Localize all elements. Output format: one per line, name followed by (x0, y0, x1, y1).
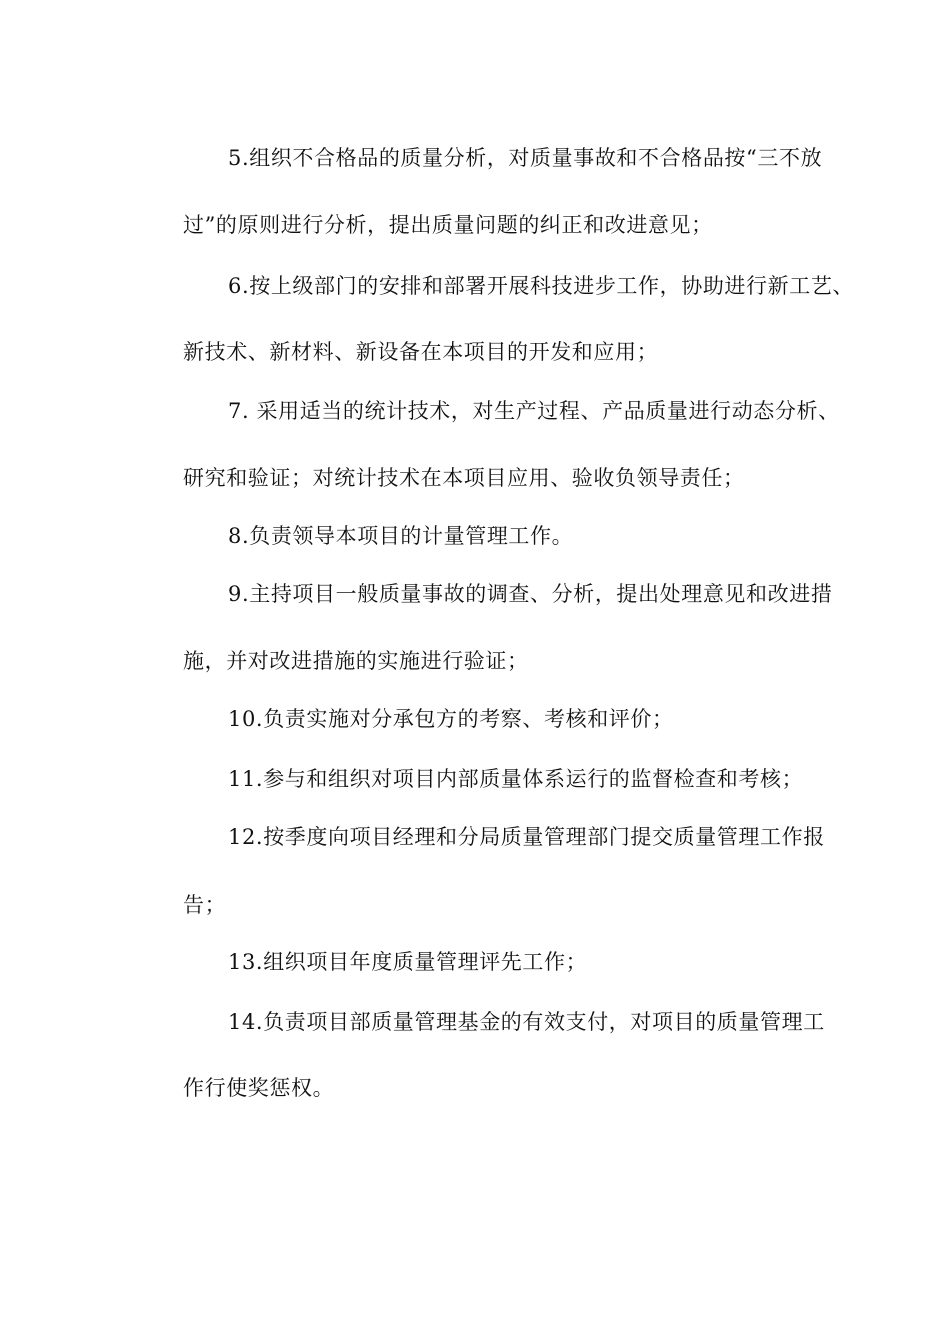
item-7-line-1: 7. 采用适当的统计技术，对生产过程、产品质量进行动态分析、 (228, 399, 840, 423)
item-8-line-1: 8.负责领导本项目的计量管理工作。 (228, 524, 574, 548)
item-11-line-1: 11.参与和组织对项目内部质量体系运行的监督检查和考核； (228, 767, 804, 791)
item-12-line-1: 12.按季度向项目经理和分局质量管理部门提交质量管理工作报 (228, 825, 825, 849)
item-13-line-1: 13.组织项目年度质量管理评先工作； (228, 950, 588, 974)
item-6-line-2: 新技术、新材料、新设备在本项目的开发和应用； (183, 340, 659, 364)
item-5-line-1: 5.组织不合格品的质量分析，对质量事故和不合格品按“三不放 (228, 146, 823, 170)
item-9-line-1: 9.主持项目一般质量事故的调查、分析，提出处理意见和改进措 (228, 582, 833, 606)
item-14-line-1: 14.负责项目部质量管理基金的有效支付，对项目的质量管理工 (228, 1010, 825, 1034)
item-10-line-1: 10.负责实施对分承包方的考察、考核和评价； (228, 707, 674, 731)
item-9-line-2: 施，并对改进措施的实施进行验证； (183, 649, 529, 673)
item-7-line-2: 研究和验证；对统计技术在本项目应用、验收负领导责任； (183, 466, 745, 490)
item-5-line-2: 过”的原则进行分析，提出质量问题的纠正和改进意见； (183, 213, 713, 237)
item-6-line-1: 6.按上级部门的安排和部署开展科技进步工作，协助进行新工艺、 (228, 274, 855, 298)
item-12-line-2: 告； (183, 893, 227, 917)
item-14-line-2: 作行使奖惩权。 (183, 1076, 335, 1100)
